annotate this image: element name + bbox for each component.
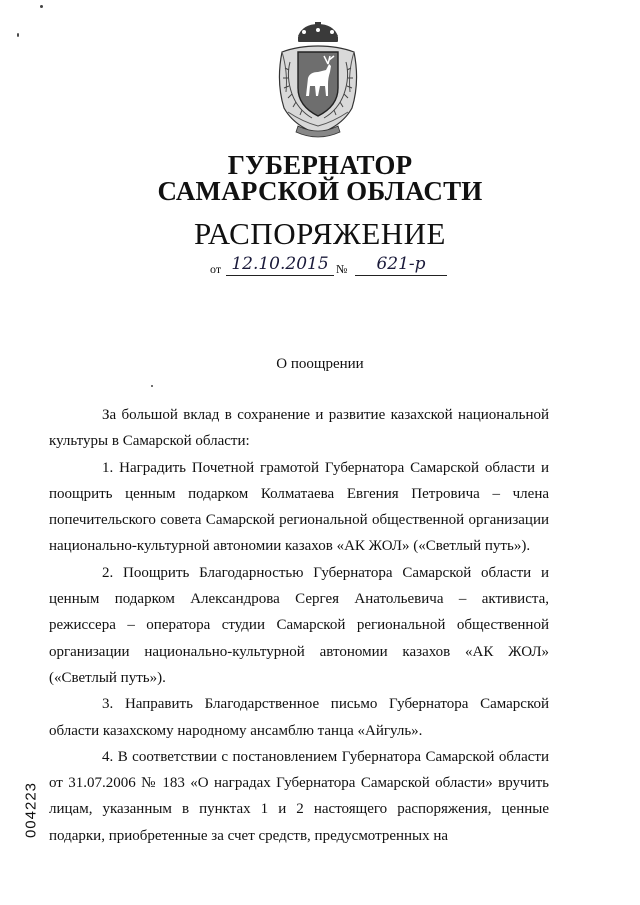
- date-label: от: [210, 262, 222, 276]
- coat-of-arms-icon: [268, 22, 368, 140]
- clause-2-paragraph: 2. Поощрить Благодарностью Губернатора Самарской области и ценным подарком Александрова Сергея Анатольевича – активиста, режиссера – оператора студии Самарской региональной общественной организации национально-культурной автономии казахов «АК ЖОЛ» («Светлый путь»).: [49, 564, 549, 686]
- document-number: 621-р: [355, 254, 447, 276]
- document-subject: О поощрении: [276, 356, 364, 372]
- header-title-line1: ГУБЕРНАТОР: [227, 150, 413, 180]
- scan-speck: [151, 385, 153, 387]
- document-date: 12.10.2015: [226, 254, 334, 276]
- clause-1-paragraph: 1. Наградить Почетной грамотой Губернатора Самарской области и поощрить ценным подарком Колматаева Евгения Петровича – члена попечительского совета Самарской региональной общественной организации национально-культурной автономии казахов «АК ЖОЛ» («Светлый путь»).: [49, 459, 549, 555]
- number-label: №: [336, 262, 348, 276]
- header-title-line2: САМАРСКОЙ ОБЛАСТИ: [157, 176, 483, 206]
- scan-speck: [17, 33, 19, 37]
- date-number-line: [210, 254, 450, 278]
- side-number-text: 004223: [22, 781, 40, 839]
- document-type-title: РАСПОРЯЖЕНИЕ: [194, 216, 446, 251]
- intro-paragraph: За большой вклад в сохранение и развитие казахской национальной культуры в Самарской области:: [49, 407, 549, 450]
- registration-side-number: [20, 778, 42, 842]
- clause-3-paragraph: 3. Направить Благодарственное письмо Губернатора Самарской области казахскому народному ансамблю танца «Айгуль».: [49, 696, 549, 739]
- scan-speck: [40, 5, 43, 8]
- clause-4-paragraph: 4. В соответствии с постановлением Губернатора Самарской области от 31.07.2006 № 183 «О наградах Губернатора Самарской области» вручить лицам, указанным в пунктах 1 и 2 настоящего распоряжения, ценные подарки, приобретенные за счет средств, предусмотренных на: [49, 748, 549, 844]
- document-body: [49, 402, 549, 849]
